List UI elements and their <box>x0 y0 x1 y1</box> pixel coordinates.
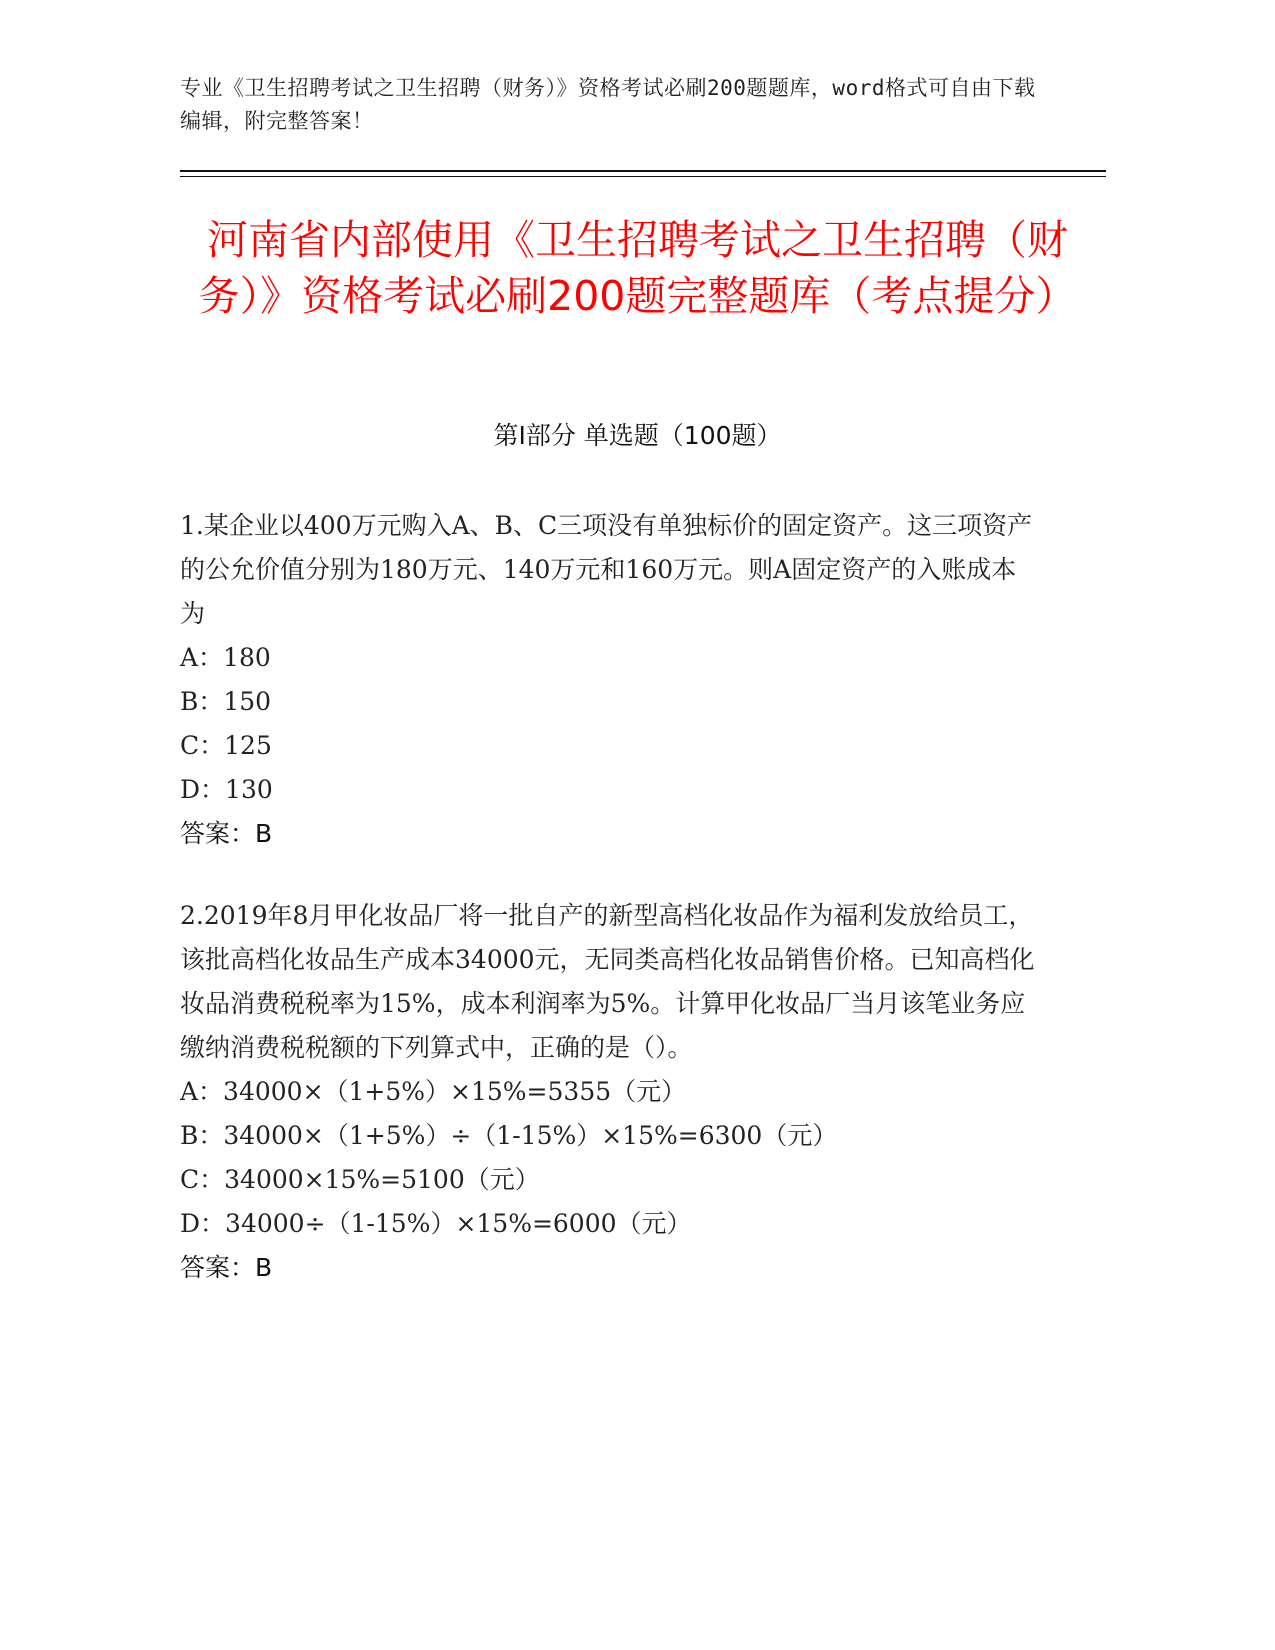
section-title: 第Ⅰ部分 单选题（100题） <box>493 421 782 450</box>
question-2 <box>180 894 1040 1290</box>
option-b: B：34000×（1+5%）÷（1-15%）×15%=6300（元） <box>180 1121 838 1150</box>
question-stem: 1.某企业以400万元购入A、B、C三项没有单独标价的固定资产。这三项资产的公允价值分别为180万元、140万元和160万元。则A固定资产的入账成本为 <box>180 511 1033 628</box>
option-a: A：34000×（1+5%）×15%=5355（元） <box>180 1077 687 1106</box>
header-divider-thick <box>180 170 1106 172</box>
answer: 答案：B <box>180 1253 273 1282</box>
option-c: C：34000×15%=5100（元） <box>180 1165 540 1194</box>
header-divider-thin <box>180 176 1106 177</box>
option-d: D：130 <box>180 775 273 804</box>
answer: 答案：B <box>180 819 273 848</box>
document-title: 河南省内部使用《卫生招聘考试之卫生招聘（财务）》资格考试必刷200题完整题库（考点提分） <box>198 216 1077 320</box>
header-note: 专业《卫生招聘考试之卫生招聘（财务）》资格考试必刷200题题库，word格式可自由下载编辑，附完整答案！ <box>180 76 1036 133</box>
question-stem: 2.2019年8月甲化妆品厂将一批自产的新型高档化妆品作为福利发放给员工，该批高档化妆品生产成本34000元，无同类高档化妆品销售价格。已知高档化妆品消费税税率为15%，成本利润率为5%。计算甲化妆品厂当月该笔业务应缴纳消费税税额的下列算式中，正确的是（）。 <box>180 901 1035 1062</box>
option-c: C：125 <box>180 731 272 760</box>
option-d: D：34000÷（1-15%）×15%=6000（元） <box>180 1209 692 1238</box>
option-b: B：150 <box>180 687 272 716</box>
option-a: A：180 <box>180 643 271 672</box>
question-1 <box>180 504 1040 856</box>
